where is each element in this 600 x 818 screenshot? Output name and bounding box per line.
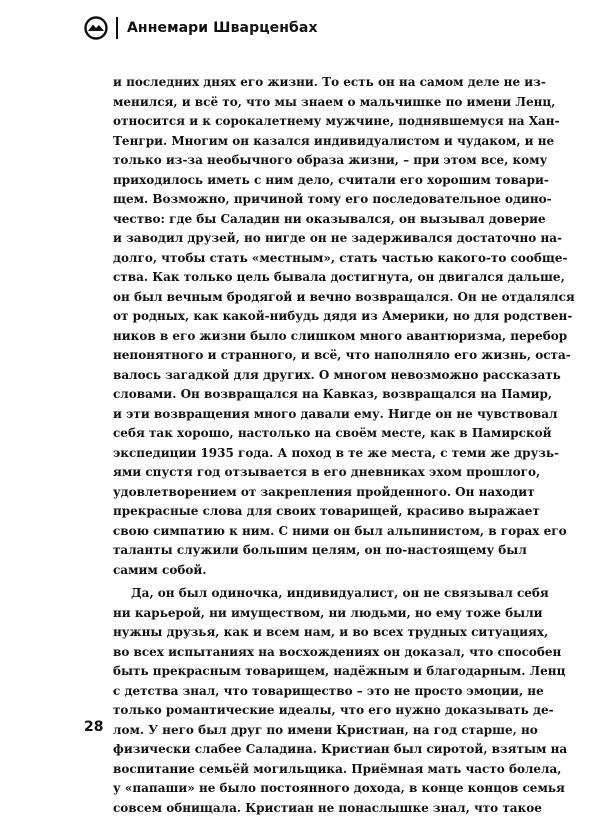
text-line: свою симпатию к ним. С ними он был альпинистом, в горах его: [113, 522, 506, 542]
text-line: экспедиции 1935 года. А поход в те же места, с теми же друзь-: [113, 444, 506, 464]
text-line: Тенгри. Многим он казался индивидуалистом и чудаком, и не: [113, 132, 506, 152]
text-line: ями спустя год отзывается в его дневниках эхом прошлого,: [113, 463, 506, 483]
body-text: [113, 73, 506, 818]
text-line: ников в его жизни было слишком много авантюризма, перебор: [113, 327, 506, 347]
text-line: только романтические идеалы, что его нужно доказывать де-: [113, 701, 506, 721]
text-line: долго, чтобы стать «местным», стать частью какого-то сообще-: [113, 249, 506, 269]
header-title: Аннемари Шварценбах: [127, 20, 318, 36]
text-line: валось загадкой для других. О многом невозможно рассказать: [113, 366, 506, 386]
text-line: чество: где бы Саладин ни оказывался, он вызывал доверие: [113, 210, 506, 230]
text-line: ства. Как только цель бывала достигнута, он двигался дальше,: [113, 268, 506, 288]
text-line: и заводил друзей, но нигде он не задерживался достаточно на-: [113, 229, 506, 249]
text-line: лом. У него был друг по имени Кристиан, на год старше, но: [113, 721, 506, 741]
text-line: непонятного и странного, и всё, что наполняло его жизнь, оста-: [113, 346, 506, 366]
paragraph-1: [113, 73, 506, 580]
text-line: ни карьерой, ни имуществом, ни людьми, но ему тоже были: [113, 604, 506, 624]
page-number: 28: [84, 719, 103, 735]
text-line: воспитание семьёй могильщика. Приёмная мать часто болела,: [113, 760, 506, 780]
text-line: менился, и всё то, что мы знаем о мальчишке по имени Ленц,: [113, 93, 506, 113]
text-line: таланты служили большим целям, он по-настоящему был: [113, 541, 506, 561]
text-line: Да, он был одиночка, индивидуалист, он не связывал себя: [113, 584, 506, 604]
text-line: относится и к сорокалетнему мужчине, поднявшемуся на Хан-: [113, 112, 506, 132]
text-line: он был вечным бродягой и вечно возвращался. Он не отдалялся: [113, 288, 506, 308]
text-line: физически слабее Саладина. Кристиан был сиротой, взятым на: [113, 740, 506, 760]
text-line: себя так хорошо, настолько на своём месте, как в Памирской: [113, 424, 506, 444]
text-line: прекрасные слова для своих товарищей, красиво выражает: [113, 502, 506, 522]
text-line: во всех испытаниях на восхождениях он доказал, что способен: [113, 643, 506, 663]
text-line: нужны друзья, как и всем нам, и во всех трудных ситуациях,: [113, 623, 506, 643]
running-header: [84, 14, 318, 42]
paragraph-2: [113, 584, 506, 818]
text-line: совсем обнищала. Кристиан не понаслышке знал, что такое: [113, 799, 506, 818]
text-line: с детства знал, что товарищество – это не просто эмоции, не: [113, 682, 506, 702]
header-divider: [116, 17, 118, 39]
text-line: приходилось иметь с ним дело, считали его хорошим товари-: [113, 171, 506, 191]
text-line: и последних днях его жизни. То есть он на самом деле не из-: [113, 73, 506, 93]
text-line: быть прекрасным товарищем, надёжным и благодарным. Ленц: [113, 662, 506, 682]
text-line: словами. Он возвращался на Кавказ, возвращался на Памир,: [113, 385, 506, 405]
text-line: щем. Возможно, причиной тому его последовательное одино-: [113, 190, 506, 210]
mountain-logo-icon: [84, 16, 108, 40]
text-line: у «папаши» не было постоянного дохода, в конце концов семья: [113, 779, 506, 799]
text-line: только из-за необычного образа жизни, – при этом все, кому: [113, 151, 506, 171]
text-line: от родных, как какой-нибудь дядя из Америки, но для родствен-: [113, 307, 506, 327]
text-line: удовлетворением от закрепления пройденного. Он находит: [113, 483, 506, 503]
text-line: и эти возвращения много давали ему. Нигде он не чувствовал: [113, 405, 506, 425]
text-line: самим собой.: [113, 561, 506, 581]
